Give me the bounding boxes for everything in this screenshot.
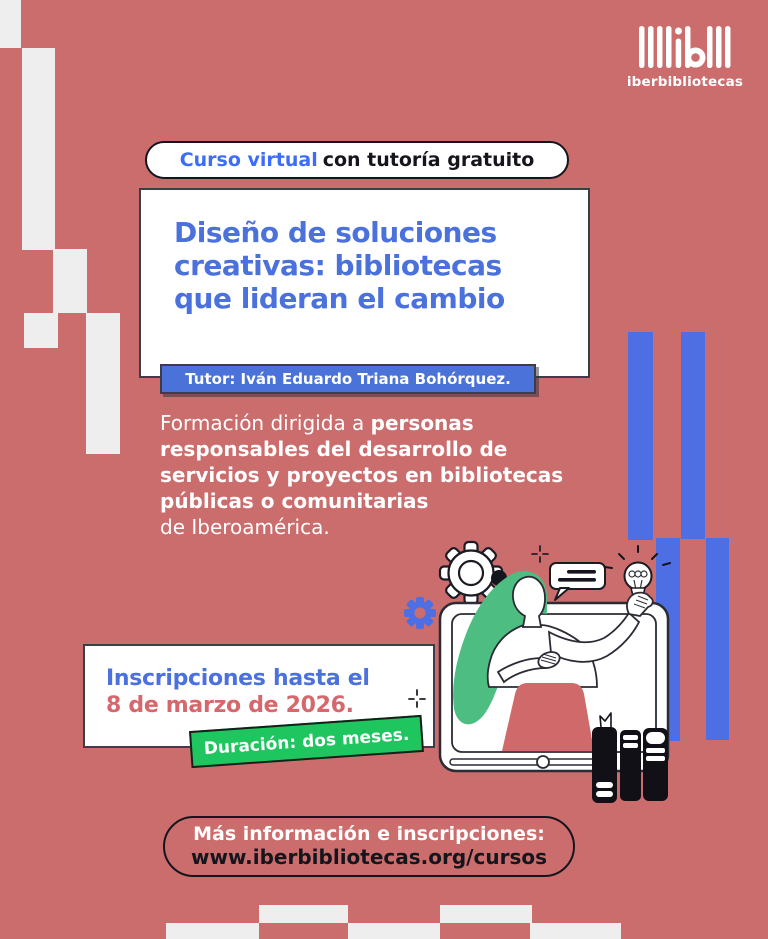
pixel-deco <box>22 48 55 250</box>
course-type-badge <box>145 141 569 179</box>
enrollment-line1: Inscripciones hasta el <box>106 666 370 691</box>
blue-bar-deco <box>706 538 729 740</box>
course-title-line3: que lideran el cambio <box>174 282 505 316</box>
speech-bubble-icon <box>550 563 605 600</box>
hair <box>453 571 547 724</box>
pixel-deco <box>530 923 621 939</box>
enrollment-date: 8 de marzo de 2026. <box>106 693 354 718</box>
course-title <box>174 216 505 315</box>
blue-bar-deco <box>656 538 680 741</box>
video-scrubber <box>450 756 611 768</box>
audience-emphasis: personas responsables del desarrollo de servicios y proyectos en bibliotecas públicas o comunitarias <box>160 411 564 513</box>
presenter-woman <box>453 571 653 751</box>
small-gear-icon <box>404 597 436 629</box>
presenter-illustration <box>395 538 735 810</box>
iberbibliotecas-logo <box>622 26 748 90</box>
blue-bar-deco <box>628 332 653 540</box>
tutor-label: Tutor: Iván Eduardo Triana Bohórquez. <box>185 370 511 388</box>
tutor-badge <box>160 364 536 394</box>
pixel-deco <box>348 923 440 939</box>
left-forearm <box>498 658 546 682</box>
title-card <box>139 188 590 378</box>
left-hand <box>536 649 562 671</box>
monitor-icon <box>440 603 668 771</box>
blue-bar-deco <box>681 332 705 539</box>
audience-prefix: Formación dirigida a <box>160 411 371 435</box>
pixel-deco <box>86 313 120 454</box>
audience-suffix: de Iberoamérica. <box>160 515 330 539</box>
logo-wordmark: iberbibliotecas <box>626 74 744 90</box>
course-title-line1: Diseño de soluciones <box>174 216 497 249</box>
gear-icon <box>440 542 507 604</box>
iberbibliotecas-logo-icon <box>639 26 731 68</box>
sparkle-icon <box>532 546 548 562</box>
pixel-deco <box>0 0 21 48</box>
pixel-deco <box>53 249 87 313</box>
pixel-deco <box>259 905 348 923</box>
course-type-rest: con tutoría gratuito <box>322 149 535 171</box>
duration-label: Duración: dos meses. <box>203 724 410 759</box>
pixel-deco <box>24 313 58 348</box>
face <box>513 577 545 627</box>
skirt <box>502 683 594 751</box>
right-arm <box>549 613 639 662</box>
sparkle-icon <box>626 677 640 691</box>
torso <box>488 625 597 687</box>
footer-info-label: Más información e inscripciones: <box>193 822 545 845</box>
course-type-highlight: Curso virtual <box>179 149 318 171</box>
pixel-deco <box>166 923 259 939</box>
right-hand <box>627 593 653 616</box>
footer-url: www.iberbibliotecas.org/cursos <box>191 845 547 870</box>
footer-info-pill <box>163 816 575 877</box>
course-title-line2: creativas: bibliotecas <box>174 249 502 283</box>
pixel-deco <box>440 905 532 923</box>
audience-text <box>160 410 607 540</box>
